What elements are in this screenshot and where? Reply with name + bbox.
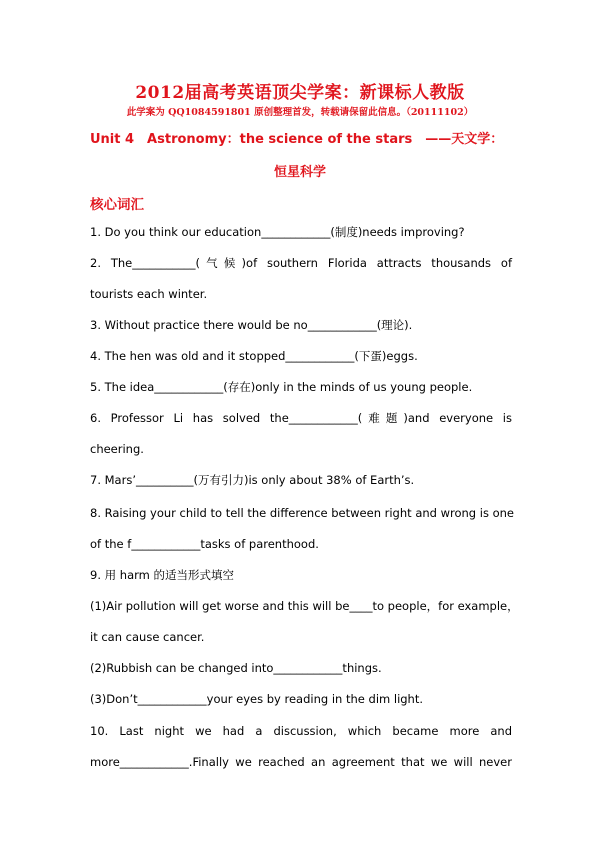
exercise-line: cheering. [90, 442, 144, 456]
document-subtitle: 此学案为 QQ1084591801 原创整理首发，转载请保留此信息。（20111102） [126, 107, 474, 118]
exercise-line: 7. Mars’__________(万有引力)is only about 38% of Earth’s. [90, 473, 415, 487]
exercise-line: it can cause cancer. [90, 630, 205, 644]
document-title: 2012届高考英语顶尖学案：新课标人教版 [135, 83, 465, 103]
exercise-line: (3)Don’t____________your eyes by reading in the dim light. [90, 692, 424, 706]
exercise-line: 6. Professor Li has solved the____________(难题)and everyone is [90, 411, 512, 425]
unit-heading-continued: 恒星科学 [273, 165, 326, 180]
exercise-line: 2. The___________(气候)of southern Florida attracts thousands of [90, 256, 512, 270]
exercise-line: 5. The idea____________(存在)only in the minds of us young people. [90, 380, 473, 394]
exercise-line: tourists each winter. [90, 287, 208, 301]
exercise-line: (2)Rubbish can be changed into____________things. [90, 661, 382, 675]
exercise-line: 1. Do you think our education____________(制度)needs improving? [90, 225, 465, 239]
exercise-line: 4. The hen was old and it stopped____________(下蛋)eggs. [90, 349, 418, 363]
exercise-line: 8. Raising your child to tell the difference between right and wrong is one [90, 506, 515, 520]
exercise-line: 3. Without practice there would be no____________(理论). [90, 318, 413, 332]
exercise-line: 10. Last night we had a discussion, which became more and [90, 724, 512, 738]
unit-heading: Unit 4 Astronomy：the science of the stars ——天文学： [90, 132, 504, 147]
exercise-line: more____________.Finally we reached an agreement that we will never [90, 755, 512, 769]
section-heading: 核心词汇 [90, 197, 144, 213]
exercise-line: of the f____________tasks of parenthood. [90, 537, 319, 551]
exercise-line: (1)Air pollution will get worse and this will be____to people，for example， [90, 599, 519, 613]
exercise-line: 9. 用 harm 的适当形式填空 [90, 568, 235, 582]
